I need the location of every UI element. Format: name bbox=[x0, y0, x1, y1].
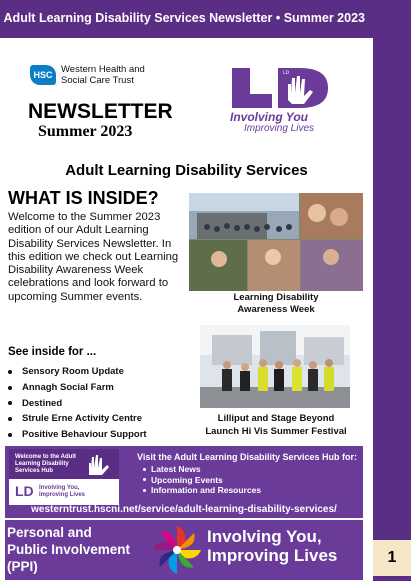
newsletter-subtitle: Summer 2023 bbox=[38, 123, 133, 140]
hub-logo-banner bbox=[9, 449, 119, 479]
bullet-icon bbox=[8, 433, 12, 437]
ppi-line-1: Personal and bbox=[7, 525, 92, 540]
bullet-icon bbox=[8, 417, 12, 421]
bullet-icon bbox=[8, 401, 12, 405]
hi-vis-festival-photo bbox=[200, 325, 350, 408]
whats-inside-heading: WHAT IS INSIDE? bbox=[8, 188, 159, 208]
ld-logo-letters: LD bbox=[283, 71, 289, 76]
list-item-label: Positive Behaviour Support bbox=[22, 429, 147, 441]
hub-logo bbox=[9, 449, 119, 505]
hub-logo-letters: LD bbox=[15, 483, 34, 499]
hub-logo-text: Welcome to the Adult Learning Disability Services Hub bbox=[15, 454, 77, 474]
list-item bbox=[143, 475, 261, 486]
list-item-label: Annagh Social Farm bbox=[22, 381, 114, 393]
hsc-badge: HSC bbox=[30, 65, 56, 85]
ppi-slogan-1: Involving You, bbox=[207, 527, 322, 546]
bullet-icon bbox=[143, 478, 146, 481]
list-item bbox=[8, 364, 147, 380]
list-item-label: Destined bbox=[22, 397, 63, 409]
ppi-slogan-2: Improving Lives bbox=[207, 546, 338, 565]
list-item bbox=[143, 464, 261, 475]
hub-logo-tagline bbox=[39, 485, 85, 499]
hub-link[interactable]: westerntrust.hscni.net/service/adult-learning-disability-services/ bbox=[31, 504, 337, 515]
photo-caption-hi-vis bbox=[189, 412, 363, 438]
hub-logo-tag-1: Involving You, bbox=[39, 485, 80, 491]
awareness-week-photo-collage bbox=[189, 193, 363, 291]
ld-tagline-1: Involving You bbox=[230, 110, 309, 124]
bullet-icon bbox=[143, 489, 146, 492]
list-item-label: Sensory Room Update bbox=[22, 366, 124, 377]
ppi-slogan bbox=[207, 527, 337, 565]
list-item bbox=[8, 396, 147, 412]
services-hub-panel bbox=[5, 446, 363, 518]
banner-title: Adult Learning Disability Services Newsletter • Summer 2023 bbox=[3, 11, 365, 25]
photo-caption-awareness-week bbox=[189, 292, 363, 315]
side-strip bbox=[373, 38, 411, 581]
trust-name: Western Health and Social Care Trust bbox=[61, 64, 145, 86]
caption-2-line-2: Launch Hi Vis Summer Festival bbox=[205, 426, 347, 437]
ld-tagline-2: Improving Lives bbox=[244, 123, 315, 134]
newsletter-title: NEWSLETTER bbox=[28, 100, 173, 123]
caption-1-line-1: Learning Disability bbox=[233, 292, 319, 303]
list-item bbox=[8, 380, 147, 396]
see-inside-label: See inside for ... bbox=[8, 346, 97, 358]
list-item-label: Upcoming Events bbox=[151, 474, 223, 485]
top-banner bbox=[0, 0, 411, 38]
bullet-icon bbox=[143, 468, 146, 471]
trust-logo bbox=[30, 64, 171, 86]
list-item-label: Latest News bbox=[151, 464, 201, 474]
ppi-banner bbox=[5, 520, 363, 580]
bullet-icon bbox=[8, 370, 12, 374]
newsletter-page bbox=[0, 38, 373, 581]
ppi-pinwheel-icon bbox=[151, 524, 203, 576]
ppi-title bbox=[7, 524, 130, 575]
bullet-icon bbox=[8, 386, 12, 390]
section-title: Adult Learning Disability Services bbox=[65, 162, 308, 179]
list-item bbox=[143, 485, 261, 496]
hub-logo-tag-2: Improving Lives bbox=[39, 492, 86, 498]
caption-2-line-1: Lilliput and Stage Beyond bbox=[217, 413, 335, 424]
caption-1-line-2: Awareness Week bbox=[237, 303, 315, 315]
hub-list bbox=[143, 464, 261, 496]
hand-icon bbox=[81, 451, 115, 477]
list-item bbox=[8, 427, 147, 443]
page-number: 1 bbox=[373, 540, 411, 576]
ppi-line-3: (PPI) bbox=[7, 559, 38, 574]
hub-visit-text: Visit the Adult Learning Disability Services Hub for: bbox=[137, 452, 358, 462]
list-item-label: Information and Resources bbox=[151, 485, 262, 495]
list-item bbox=[8, 411, 147, 427]
list-item-label: Strule Erne Activity Centre bbox=[22, 413, 143, 425]
inside-list bbox=[8, 364, 147, 443]
intro-paragraph: Welcome to the Summer 2023 edition of our Adult Learning Disability Services Newsletter. In this edition we check out Learning Disability Awareness Week celebrations and look forward to upcoming Summer events. bbox=[8, 211, 179, 303]
ppi-line-2: Public Involvement bbox=[7, 542, 131, 557]
